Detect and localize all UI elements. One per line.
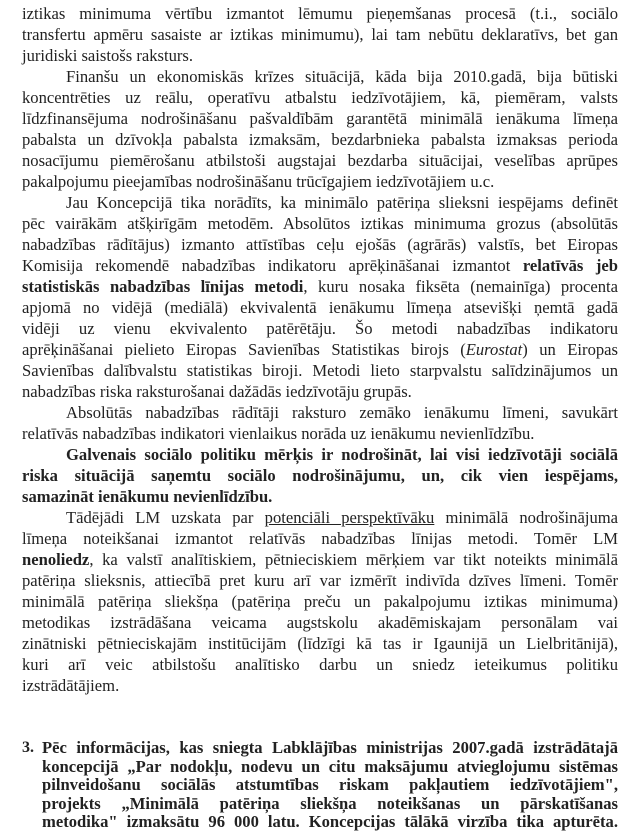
text-segment: ) un Eiropas (522, 340, 618, 359)
italic-text: Eurostat (465, 340, 523, 359)
numbered-paragraph-3 (22, 739, 618, 832)
text-segment: pakalpojumu pieejamības nodrošināšanu trūcīgajiem iedzīvotājiem u.c. (22, 172, 495, 191)
text-line (22, 150, 618, 171)
text-segment: Savienības dalībvalstu statistikas biroji. Metodi lieto starpvalstu salīdzinājumos un (22, 361, 618, 380)
bold-text: nenoliedz (22, 550, 90, 569)
text-line (22, 108, 618, 129)
text-segment: metodika" izmaksātu 96 000 latu. Koncepcijas tālākā virzība tika apturēta. (42, 812, 618, 831)
text-segment: nabadzības riska raksturošanai dažādās iedzīvotāju grupās. (22, 382, 412, 401)
text-segment: iztikas minimuma vērtību izmantot lēmumu pieņemšanas procesā (t.i., sociālo (22, 4, 618, 23)
text-segment: nabadzības rādītājus) izmanto attīstības ceļu ejošās (agrārās) valstīs, bet Eiropas (22, 235, 618, 254)
bold-text: riska situācijā saņemtu sociālo nodrošinājumu, un, cik vien iespējams, (22, 466, 618, 485)
text-segment: līmeņa noteikšanai izmantot relatīvās nabadzības līnijas metodi. Tomēr LM (22, 529, 618, 548)
text-line (22, 654, 618, 675)
bold-text: samazināt ienākumu nevienlīdzību. (22, 487, 273, 506)
text-line (22, 570, 618, 591)
text-segment: patēriņa slieksnis, attiecībā pret kuru arī var izmērīt indivīda dzīves līmeni. Tomēr (22, 571, 618, 590)
text-segment: minimālā nodrošinājuma (434, 508, 619, 527)
text-line (22, 739, 618, 758)
text-line (22, 66, 618, 87)
bold-text: relatīvās jeb (522, 256, 619, 275)
document-body (22, 3, 618, 696)
text-line (22, 507, 618, 528)
text-line (22, 87, 618, 108)
text-segment: zinātniski pētnieciskajām institūcijām (līdzīgi kā tas ir Igaunijā un Lielbritānijā), (22, 634, 618, 653)
text-segment: pēc vairākām atšķirīgām metodēm. Absolūtos iztikas minimuma grozus (absolūtās (22, 214, 618, 233)
text-segment: koncentrēties uz reālu, operatīvu atbalstu iedzīvotājiem, kā, piemēram, valsts (22, 88, 618, 107)
text-line (22, 24, 618, 45)
text-segment: Absolūtās nabadzības rādītāji raksturo zemāko ienākumu līmeni, savukārt (66, 403, 618, 422)
text-segment: metodikas izstrādāšana veicama augstskolu akadēmiskajam personālam vai (22, 613, 618, 632)
text-line (22, 591, 618, 612)
text-line (22, 192, 618, 213)
text-line (22, 612, 618, 633)
text-line (22, 171, 618, 192)
text-line (22, 776, 618, 795)
text-segment: Pēc informācijas, kas sniegta Labklājības ministrijas 2007.gadā izstrādātajā (42, 738, 618, 757)
text-line (22, 129, 618, 150)
text-line (22, 444, 618, 465)
text-line (22, 549, 618, 570)
text-line (22, 297, 618, 318)
text-line (22, 381, 618, 402)
text-segment: koncepcijā „Par nodokļu, nodevu un citu maksājumu atvieglojumu sistēmas (42, 756, 618, 776)
text-segment: transfertu apmēru sasaiste ar iztikas minimumu), lai tam nebūtu deklaratīvs, bet gan (22, 25, 618, 44)
text-segment: apjomā no vidējā (mediālā) ekvivalentā ienākumu līmeņa atsevišķi ņemtā gadā (22, 298, 618, 317)
list-number: 3. (22, 739, 34, 756)
text-segment: relatīvās nabadzības indikatori vienlaikus norāda uz ienākumu nevienlīdzību. (22, 424, 535, 443)
text-segment: Finanšu un ekonomiskās krīzes situācijā, kāda bija 2010.gadā, bija būtiski (66, 67, 618, 86)
text-line (22, 675, 618, 696)
text-line (22, 213, 618, 234)
text-line (22, 633, 618, 654)
text-segment: Tādējādi LM uzskata par (66, 508, 265, 527)
text-segment: , ka valstī analītiskiem, pētnieciskiem mērķiem var tikt noteikts minimālā (89, 550, 618, 569)
text-line (22, 465, 618, 486)
text-segment: izstrādātājiem. (22, 676, 120, 695)
text-line (22, 234, 618, 255)
text-line (22, 255, 618, 276)
text-line (22, 318, 618, 339)
text-line (22, 486, 618, 507)
text-segment: vidēji uz vienu ekvivalento patērētāju. Šo metodi nabadzības indikatoru (22, 319, 618, 338)
text-segment: aprēķināšanai pielieto Eiropas Savienības Statistikas birojs ( (22, 340, 466, 359)
text-line (22, 813, 618, 832)
text-segment: kuri arī veic atbilstošu analītisko darbu un sniedz ieteikumus politiku (22, 655, 618, 674)
underlined-text: potenciāli perspektīvāku (264, 508, 435, 527)
text-line (22, 758, 618, 777)
text-line (22, 3, 618, 24)
bold-text: Galvenais sociālo politiku mērķis ir nodrošināt, lai visi iedzīvotāji sociālā (66, 445, 618, 464)
text-segment: , kuru nosaka fiksēta (nemainīga) procenta (303, 277, 619, 296)
text-segment: nosacījumu piemērošanu atbilstoši augstajai bezdarba situācijai, veselības aprūpes (22, 151, 618, 170)
text-line (22, 795, 618, 814)
text-segment: Komisija rekomendē nabadzības indikatoru aprēķināšanai izmantot (22, 256, 523, 275)
text-line (22, 276, 618, 297)
text-segment: juridiski saistošs raksturs. (22, 46, 194, 65)
text-line (22, 423, 618, 444)
text-segment: līdzfinansējuma nodrošināšanu pašvaldībām garantētā minimālā ienākuma līmeņa (22, 109, 618, 128)
text-line (22, 339, 618, 360)
bold-text: statistiskās nabadzības līnijas metodi (22, 277, 304, 296)
text-line (22, 45, 618, 66)
text-line (22, 528, 618, 549)
text-segment: pabalsta un dzīvokļa pabalsta izmaksām, bezdarbnieka pabalsta izmaksas perioda (22, 130, 618, 149)
text-segment: minimālā patēriņa sliekšņa (patēriņa preču un pakalpojumu iztikas minimuma) (22, 592, 618, 611)
text-line (22, 360, 618, 381)
text-segment: pilnveidošanu sociālās atstumtības riskam pakļautiem iedzīvotājiem", (42, 775, 618, 794)
text-line (22, 402, 618, 423)
text-segment: projekts „Minimālā patēriņa sliekšņa noteikšanas un pārskatīšanas (42, 793, 618, 813)
text-segment: Jau Koncepcijā tika norādīts, ka minimālo patēriņa slieksni iespējams definēt (66, 193, 618, 212)
